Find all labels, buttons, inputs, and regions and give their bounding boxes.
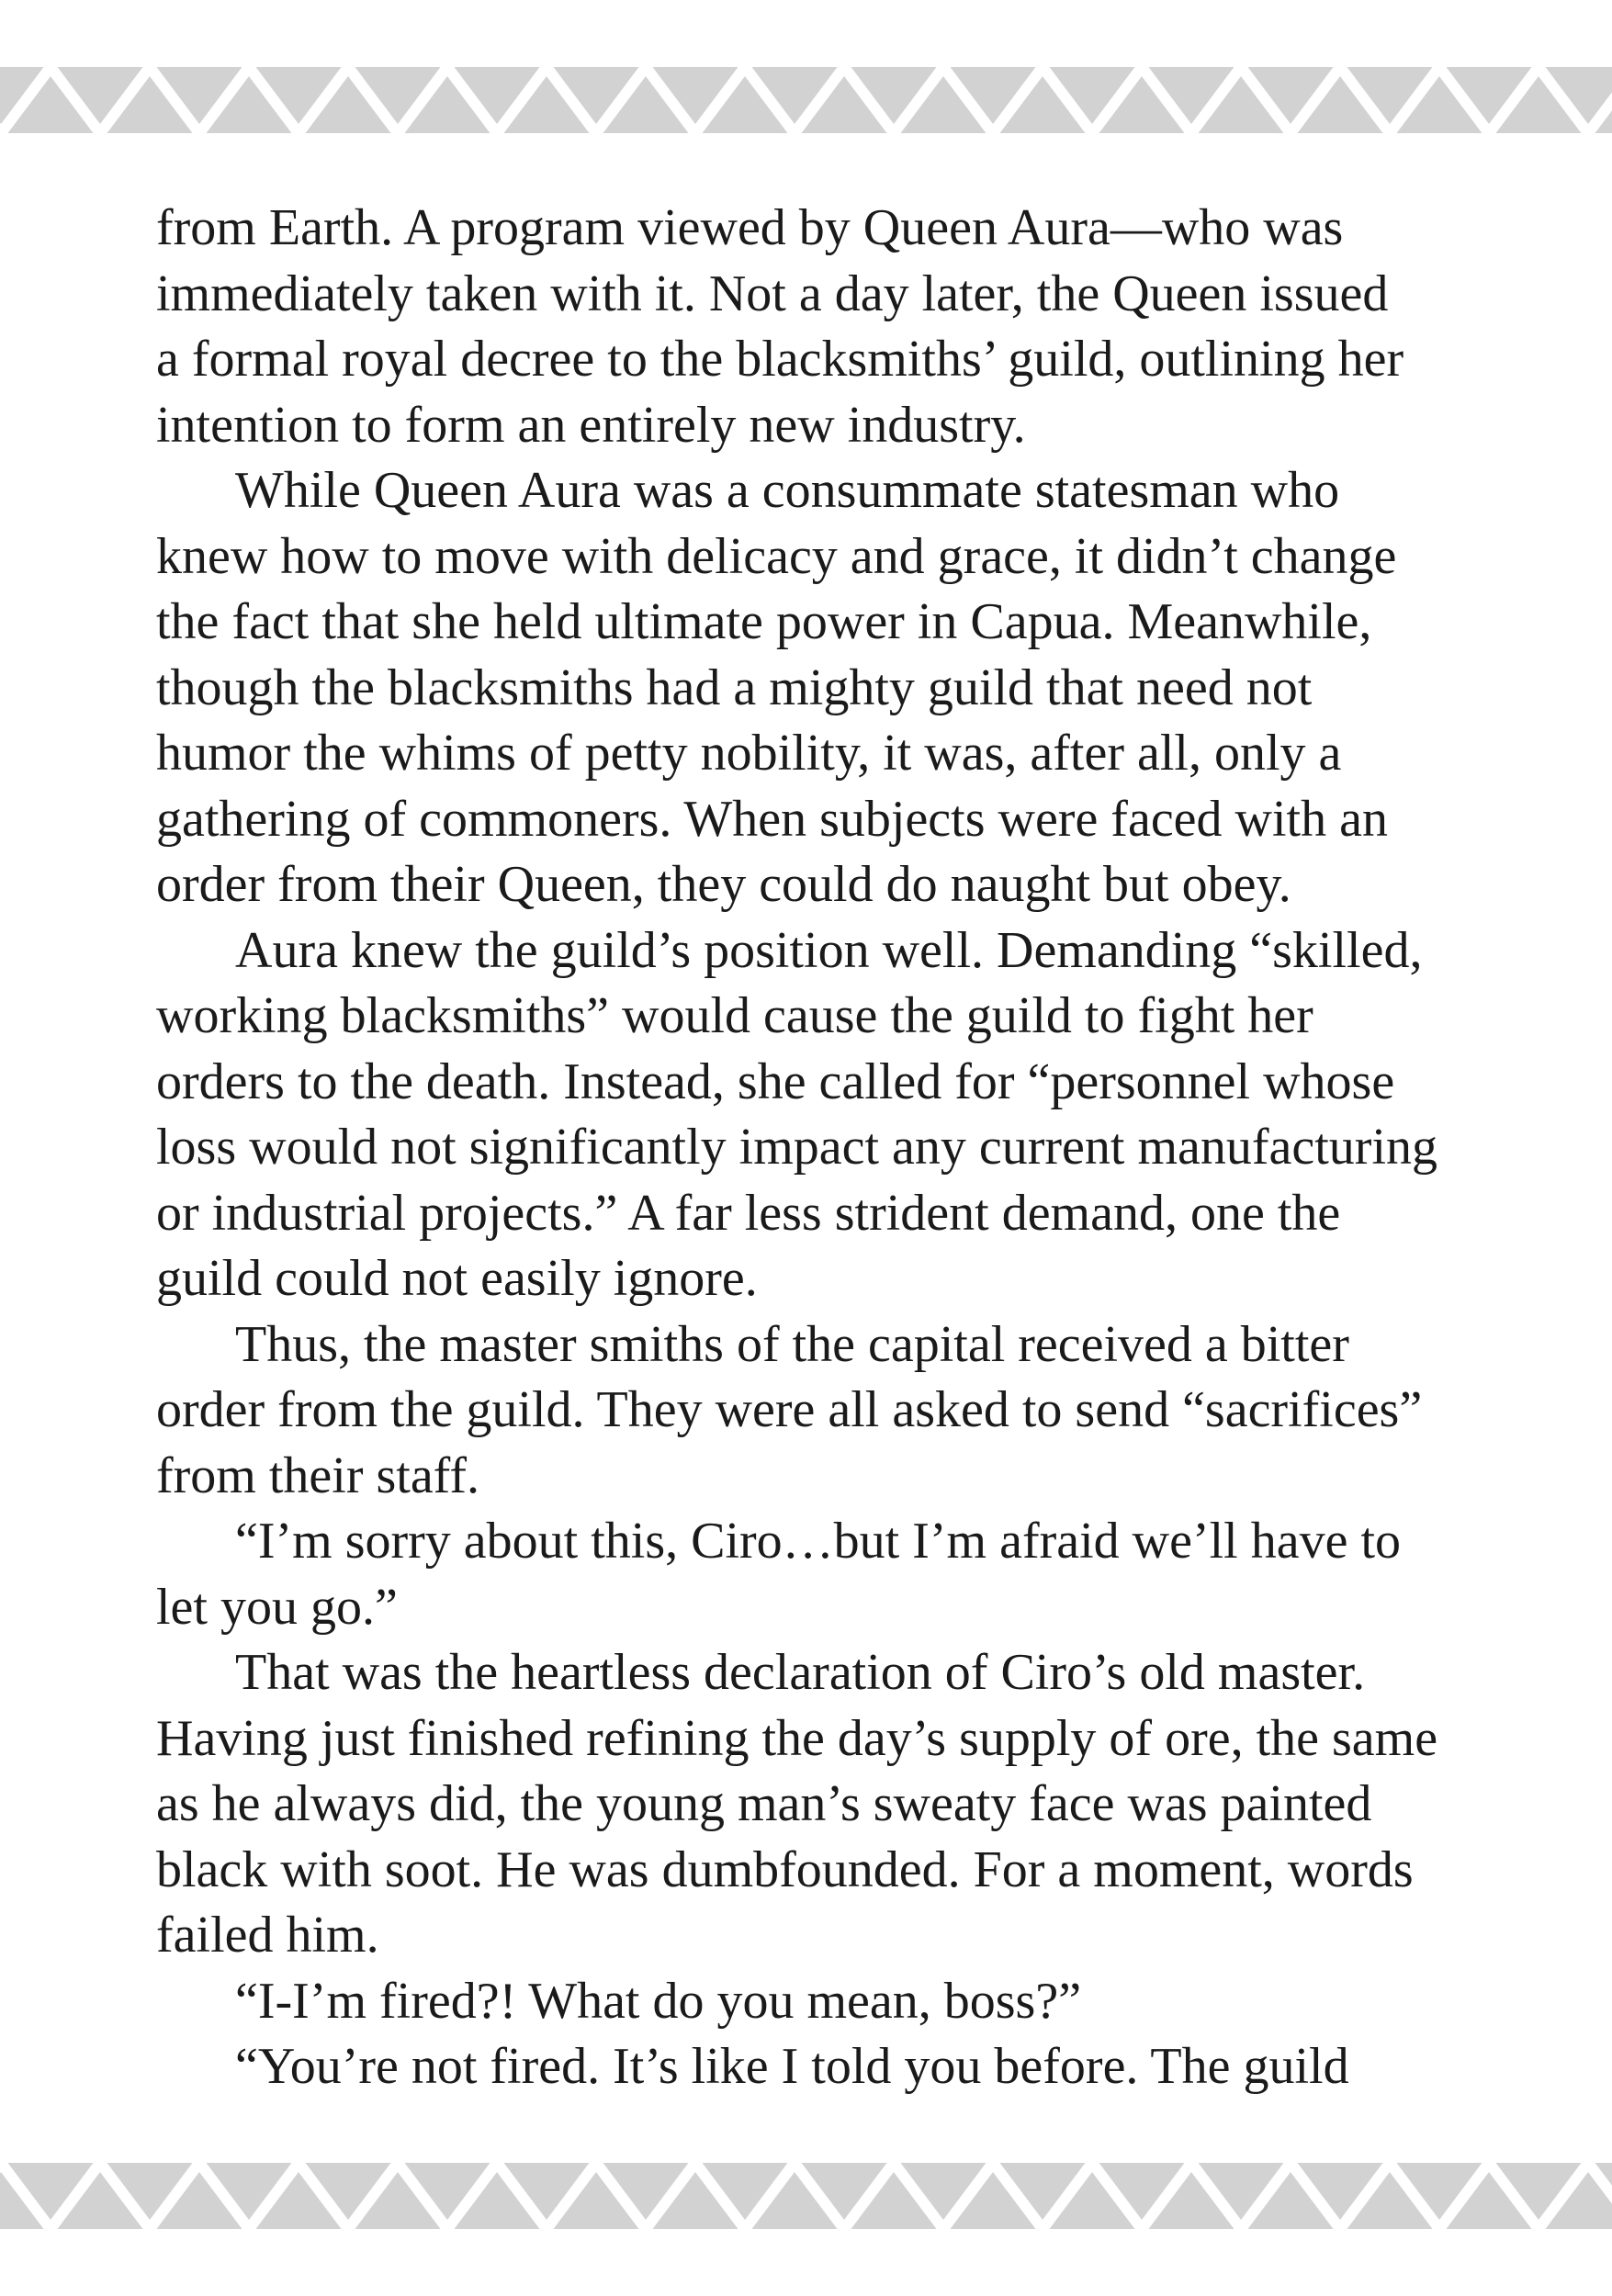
text-line: immediately taken with it. Not a day later, the Queen issued [156, 264, 1389, 322]
page-text [156, 196, 1460, 2100]
paragraph [156, 1640, 1460, 1969]
text-line: working blacksmiths” would cause the guild to fight her [156, 987, 1313, 1044]
text-line: Having just finished refining the day’s supply of ore, the same [156, 1709, 1438, 1767]
paragraph [156, 1969, 1460, 2035]
text-line: That was the heartless declaration of Ciro’s old master. [235, 1644, 1366, 1701]
paragraph [156, 196, 1460, 458]
text-line: orders to the death. Instead, she called for “personnel whose [156, 1052, 1395, 1110]
text-line: a formal royal decree to the blacksmiths’ guild, outlining her [156, 331, 1404, 388]
text-line: intention to form an entirely new industry. [156, 396, 1026, 454]
paragraph [156, 458, 1460, 918]
text-line: order from the guild. They were all asked to send “sacrifices” [156, 1381, 1423, 1438]
text-line: as he always did, the young man’s sweaty face was painted [156, 1775, 1372, 1832]
text-line: While Queen Aura was a consummate statesman who [235, 462, 1340, 519]
text-line: black with soot. He was dumbfounded. For a moment, words [156, 1840, 1414, 1898]
text-line: the fact that she held ultimate power in Capua. Meanwhile, [156, 593, 1372, 650]
text-line: loss would not significantly impact any current manufacturing [156, 1119, 1437, 1176]
text-line: Aura knew the guild’s position well. Demanding “skilled, [235, 921, 1423, 979]
paragraph [156, 1312, 1460, 1510]
text-line: humor the whims of petty nobility, it was, after all, only a [156, 725, 1342, 782]
text-line: from Earth. A program viewed by Queen Aura—who was [156, 199, 1344, 256]
text-line: “I-I’m fired?! What do you mean, boss?” [235, 1972, 1082, 2030]
text-line: “I’m sorry about this, Ciro…but I’m afraid we’ll have to [235, 1513, 1401, 1570]
text-line: from their staff. [156, 1446, 479, 1504]
text-line: failed him. [156, 1907, 379, 1964]
decorative-triangle-border-top [0, 67, 1612, 133]
text-line: gathering of commoners. When subjects were faced with an [156, 790, 1388, 848]
paragraph [156, 2034, 1460, 2100]
text-line: “You’re not fired. It’s like I told you before. The guild [235, 2038, 1349, 2095]
decorative-triangle-border-bottom [0, 2163, 1612, 2229]
text-line: guild could not easily ignore. [156, 1250, 758, 1307]
paragraph [156, 1509, 1460, 1640]
text-line: Thus, the master smiths of the capital received a bitter [235, 1315, 1349, 1373]
text-line: let you go.” [156, 1578, 398, 1636]
text-line: though the blacksmiths had a mighty guild that need not [156, 658, 1313, 716]
text-line: knew how to move with delicacy and grace, it didn’t change [156, 527, 1397, 585]
text-line: or industrial projects.” A far less strident demand, one the [156, 1184, 1341, 1242]
text-line: order from their Queen, they could do naught but obey. [156, 856, 1291, 913]
paragraph [156, 918, 1460, 1312]
